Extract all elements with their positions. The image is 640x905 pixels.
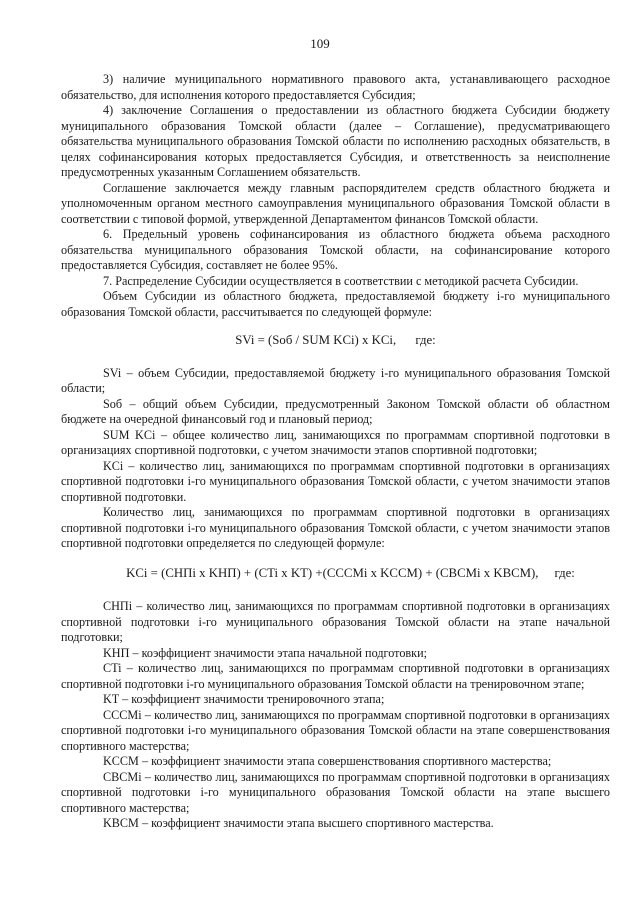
definition-khp: KHП – коэффициент значимости этапа начальной подготовки;: [103, 645, 427, 660]
paragraph-agreement: Соглашение заключается между главным распорядителем средств областного бюджета и уполномоченным органом местного самоуправления муниципального образования Томской области в соответствии с типовой формой, утвержденной Департаментом финансов Томской области.: [61, 180, 610, 226]
paragraph-condition-3: 3) наличие муниципального нормативного правового акта, устанавливающего расходное обязательство, для исполнения которого предоставляется Субсидия;: [61, 72, 610, 102]
formula-kci: KCi = (CHПi x KHП) + (CTi x KT) +(CCCMi x KCCM) + (CBCMi x KBCM), где:: [126, 565, 575, 580]
definition-chpi: CHПi – количество лиц, занимающихся по программам спортивной подготовки в организациях спортивной подготовки i-го муниципального образования Томской области на этапе начальной подготовки;: [61, 599, 610, 644]
paragraph-item-7: 7. Распределение Субсидии осуществляется в соответствии с методикой расчета Субсидии.: [103, 273, 579, 288]
definition-cti: CTi – количество лиц, занимающихся по программам спортивной подготовки в организациях спортивной подготовки i-го муниципального образования Томской области на тренировочном этапе;: [61, 661, 610, 691]
page-number: 109: [310, 36, 330, 51]
paragraph-item-6: 6. Предельный уровень софинансирования из областного бюджета объема расходного обязательства муниципального образования Томской области, на софинансирование которого предоставляется Субсидия, составляет не более 95%.: [61, 227, 610, 272]
definition-kt: KT – коэффициент значимости тренировочного этапа;: [103, 692, 385, 706]
definition-kbcm: KBCM – коэффициент значимости этапа высшего спортивного мастерства.: [103, 816, 494, 830]
definition-sob: Sоб – общий объем Субсидии, предусмотренный Законом Томской области об областном бюджете на очередной финансовый год и плановый период;: [61, 396, 610, 426]
definition-kci: KCi – количество лиц, занимающихся по программам спортивной подготовки в организациях спортивной подготовки i-го муниципального образования Томской области, с учетом значимости этапов спортивной подготовки.: [61, 458, 610, 504]
paragraph-condition-4: 4) заключение Соглашения о предоставлении из областного бюджета Субсидии бюджету муниципального образования Томской области (далее – Соглашение), предусматривающего обязательства муниципального образования Томской области по исполнению расходных обязательств, в целях софинансирования которых предоставляется Субсидия, и ответственность за неисполнение предусмотренных указанным Соглашением обязательств.: [61, 103, 610, 179]
definition-sum-kci: SUM KCi – общее количество лиц, занимающихся по программам спортивной подготовки в организациях спортивной подготовки, с учетом значимости этапов спортивной подготовки;: [61, 427, 610, 457]
definition-svi: SVi – объем Субсидии, предоставляемой бюджету i-го муниципального образования Томской области;: [61, 365, 610, 395]
paragraph-kci-intro: Количество лиц, занимающихся по программам спортивной подготовки в организациях спортивной подготовки i-го муниципального образования Томской области, с учетом значимости этапов спортивной подготовки определяется по следующей формуле:: [61, 505, 610, 550]
paragraph-subsidy-volume-intro: Объем Субсидии из областного бюджета, предоставляемой бюджету i-го муниципального образования Томской области, рассчитывается по следующей формуле:: [61, 289, 610, 319]
definition-cbcmi: CBCMi – количество лиц, занимающихся по программам спортивной подготовки в организациях спортивной подготовки i-го муниципального образования Томской области на этапе высшего спортивного мастерства;: [61, 769, 610, 815]
document-body: [61, 72, 610, 832]
definition-cccmi: CCCMi – количество лиц, занимающихся по программам спортивной подготовки в организациях спортивной подготовки i-го муниципального образования Томской области на этапе совершенствования спортивного мастерства;: [61, 707, 610, 753]
definition-kccm: KCCM – коэффициент значимости этапа совершенствования спортивного мастерства;: [103, 754, 552, 768]
formula-svi: SVi = (Sоб / SUM KCi) x KCi, где:: [235, 333, 436, 347]
